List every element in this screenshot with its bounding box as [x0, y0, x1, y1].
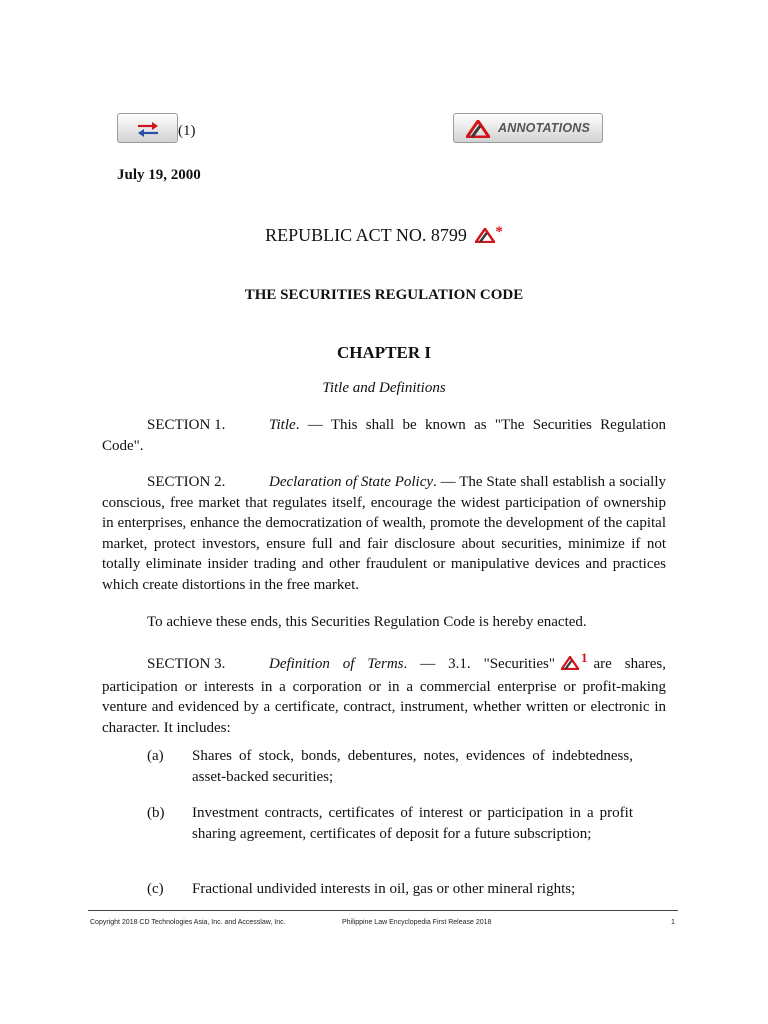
footer-page-number: 1: [671, 919, 675, 926]
annotation-link-icon[interactable]: [475, 227, 495, 248]
footer-copyright: Copyright 2018 CD Technologies Asia, Inc. and Accesslaw, Inc.: [90, 919, 286, 926]
section-heading: Definition of Terms: [269, 656, 404, 672]
annotation-link-icon[interactable]: [561, 656, 579, 677]
footer-divider: [88, 910, 678, 911]
list-item-text: Shares of stock, bonds, debentures, notes, evidences of indebtedness, asset-backed securities;: [192, 748, 633, 785]
history-button[interactable]: [117, 113, 178, 143]
list-item-marker: (c): [147, 881, 164, 897]
act-title-text: REPUBLIC ACT NO. 8799: [265, 225, 467, 245]
list-item-text: Investment contracts, certificates of interest or participation in a profit sharing agreement, certificates of deposit for a future subscription;: [192, 805, 633, 842]
section-heading: Declaration of State Policy: [269, 474, 434, 490]
footer-release: Philippine Law Encyclopedia First Release 2018: [342, 919, 492, 926]
act-title: [0, 224, 768, 248]
enactment-paragraph: [102, 612, 666, 633]
history-count: (1): [178, 123, 196, 139]
section-number: SECTION 1.: [147, 417, 226, 433]
section-1: [102, 415, 666, 456]
section-2: [102, 472, 666, 596]
section-3: [102, 648, 666, 738]
document-date: July 19, 2000: [117, 167, 201, 183]
chapter-heading: CHAPTER I: [337, 343, 431, 362]
section-text: . — 3.1. "Securities": [403, 656, 555, 672]
annotation-logo-icon: [466, 120, 490, 138]
section-text: . — This shall be known as "The Securities Regulation Code".: [102, 417, 666, 454]
chapter-subtitle: Title and Definitions: [322, 380, 446, 396]
act-annotation-marker[interactable]: *: [495, 224, 503, 240]
annotations-button[interactable]: [453, 113, 603, 143]
section-text: . — The State shall establish a socially conscious, free market that regulates itself, encourage the widest participation of ownership in enterprises, enhance the democratization of wealth, promote the development of the capital market, protect investors, ensure full and fair disclosure about securities, minimize if not totally eliminate insider trading and other fraudulent or manipulative devices and practices which create distortions in the free market.: [102, 474, 666, 593]
annotations-label: ANNOTATIONS: [498, 121, 591, 135]
list-item-text: Fractional undivided interests in oil, gas or other mineral rights;: [192, 881, 576, 897]
list-item-marker: (b): [147, 805, 165, 821]
section-number: SECTION 2.: [147, 474, 226, 490]
section-heading: Title: [269, 417, 296, 433]
paragraph-text: To achieve these ends, this Securities Regulation Code is hereby enacted.: [147, 614, 587, 630]
annotation-number[interactable]: 1: [581, 650, 588, 665]
swap-arrows-icon: [134, 120, 162, 138]
section-text-continued: are shares, participation or interests in a corporation or in a commercial enterprise or profit-making venture and evidenced by a certificate, contract, instrument, whether written or electronic in character. It includes:: [102, 656, 666, 736]
list-item-marker: (a): [147, 748, 164, 764]
section-number: SECTION 3.: [147, 656, 226, 672]
code-title: THE SECURITIES REGULATION CODE: [244, 287, 524, 303]
